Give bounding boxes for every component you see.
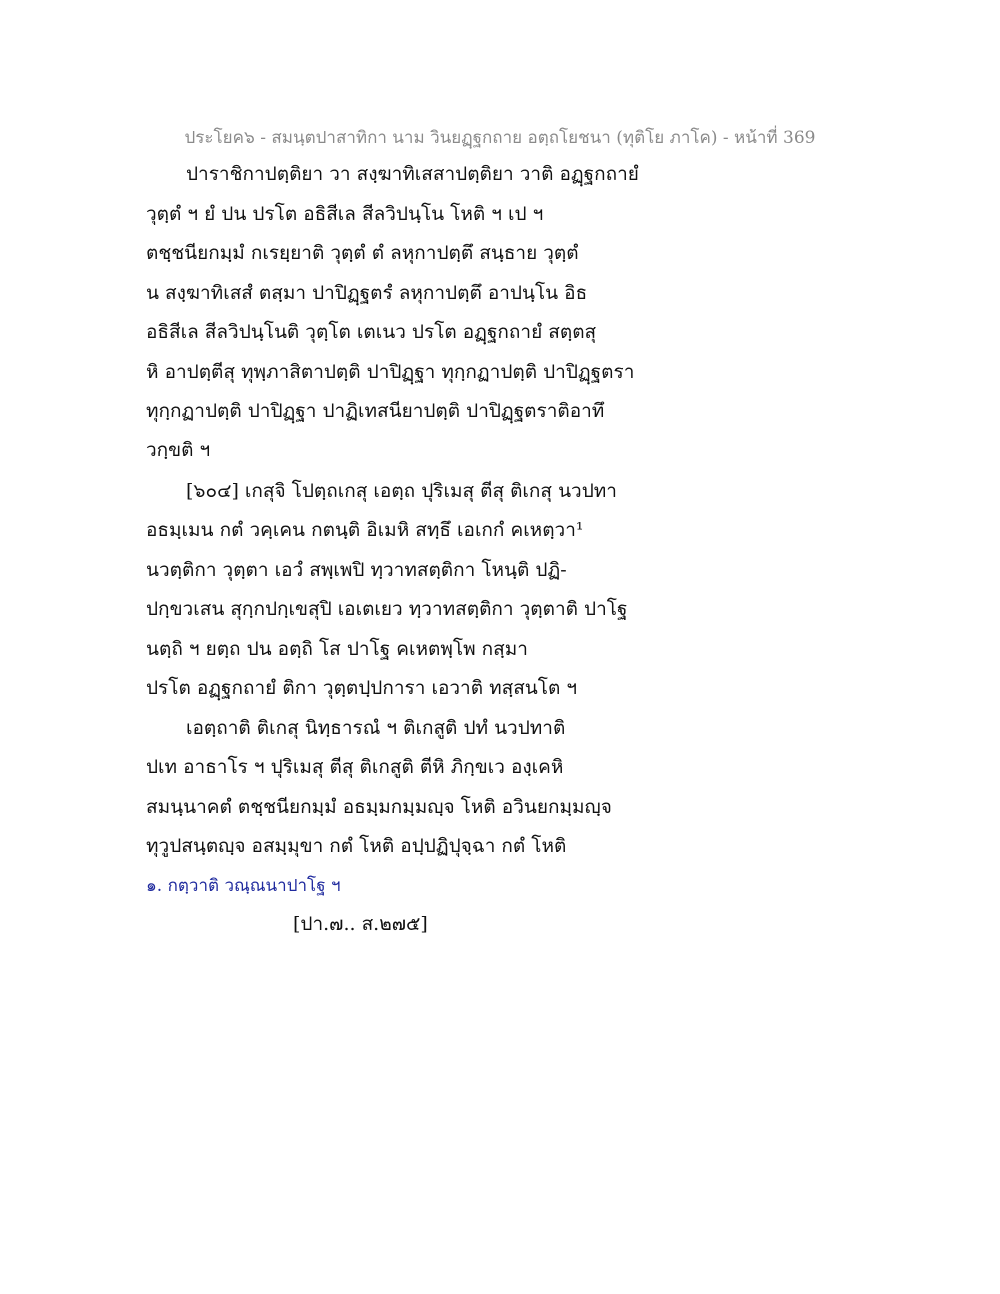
text-line: สมนฺนาคตํ ตชฺชนียกมฺมํ อธมฺมกมฺมญฺจ โหติ อวินยกมฺมญฺจ	[146, 796, 612, 818]
page-reference: [ปา.๗.. ส.๒๗๕]	[293, 913, 428, 935]
text-line: ปเท อาธาโร ฯ ปุริเมสุ ตีสุ ติเกสูติ ตีหิ ภิกฺขเว องฺเคหิ	[146, 756, 564, 778]
text-line: อธิสีเล สีลวิปนฺโนติ วุตฺโต เตเนว ปรโต อฏฺฐกถายํ สตฺตสุ	[146, 321, 597, 343]
footnote: ๑. กตฺวาติ วณฺณนาปาโฐ ฯ	[146, 876, 341, 896]
text-line: วกฺขติ ฯ	[146, 439, 211, 461]
text-line: วุตฺตํ ฯ ยํ ปน ปรโต อธิสีเล สีลวิปนฺโน โหติ ฯ เป ฯ	[146, 203, 544, 225]
text-line: อธมฺเมน กตํ วคฺเคน กตนฺติ อิเมหิ สทฺธึ เอเกกํ คเหตฺวา¹	[146, 519, 584, 541]
text-line: นวตฺติกา วุตฺตา เอวํ สพฺเพปิ ทฺวาทสตฺติกา โหนฺติ ปฏิ-	[146, 559, 567, 581]
text-line: [๖๐๔] เกสุจิ โปตฺถเกสุ เอตฺถ ปุริเมสุ ตีสุ ติเกสุ นวปทา	[186, 480, 617, 502]
text-line: ทุกฺกฏาปตฺติ ปาปิฏฺฐา ปาฏิเทสนียาปตฺติ ปาปิฏฺฐตราติอาทึ	[146, 400, 605, 422]
text-line: ทุวูปสนฺตญฺจ อสมฺมุขา กตํ โหติ อปฺปฏิปุจฺฉา กตํ โหติ	[146, 835, 567, 857]
text-line: ปาราชิกาปตฺติยา วา สงฺฆาทิเสสาปตฺติยา วาติ อฏฺฐกถายํ	[186, 163, 639, 185]
text-line: เอตฺถาติ ติเกสุ นิทฺธารณํ ฯ ติเกสูติ ปทํ นวปทาติ	[186, 717, 566, 739]
text-line: ปกฺขวเสน สุกฺกปกฺเขสุปิ เอเตเยว ทฺวาทสตฺติกา วุตฺตาติ ปาโฐ	[146, 598, 628, 620]
page-header: ประโยค๖ - สมนฺตปาสาทิกา นาม วินยฏฺฐกถาย อตฺถโยชนา (ทุติโย ภาโค) - หน้าที่ 369	[184, 128, 816, 148]
text-line: หิ อาปตฺตีสุ ทุพฺภาสิตาปตฺติ ปาปิฏฺฐา ทุกฺกฏาปตฺติ ปาปิฏฺฐตรา	[146, 361, 635, 383]
text-line: น สงฺฆาทิเสสํ ตสฺมา ปาปิฏฺฐตรํ ลหุกาปตฺตึ อาปนฺโน อิธ	[146, 282, 588, 304]
text-line: ปรโต อฏฺฐกถายํ ติกา วุตฺตปฺปการา เอวาติ ทสฺสนโต ฯ	[146, 677, 578, 699]
text-line: นตฺถิ ฯ ยตฺถ ปน อตฺถิ โส ปาโฐ คเหตพฺโพ กสฺมา	[146, 638, 528, 660]
text-line: ตชฺชนียกมฺมํ กเรยฺยาติ วุตฺตํ ตํ ลหุกาปตฺตึ สนฺธาย วุตฺตํ	[146, 242, 579, 264]
